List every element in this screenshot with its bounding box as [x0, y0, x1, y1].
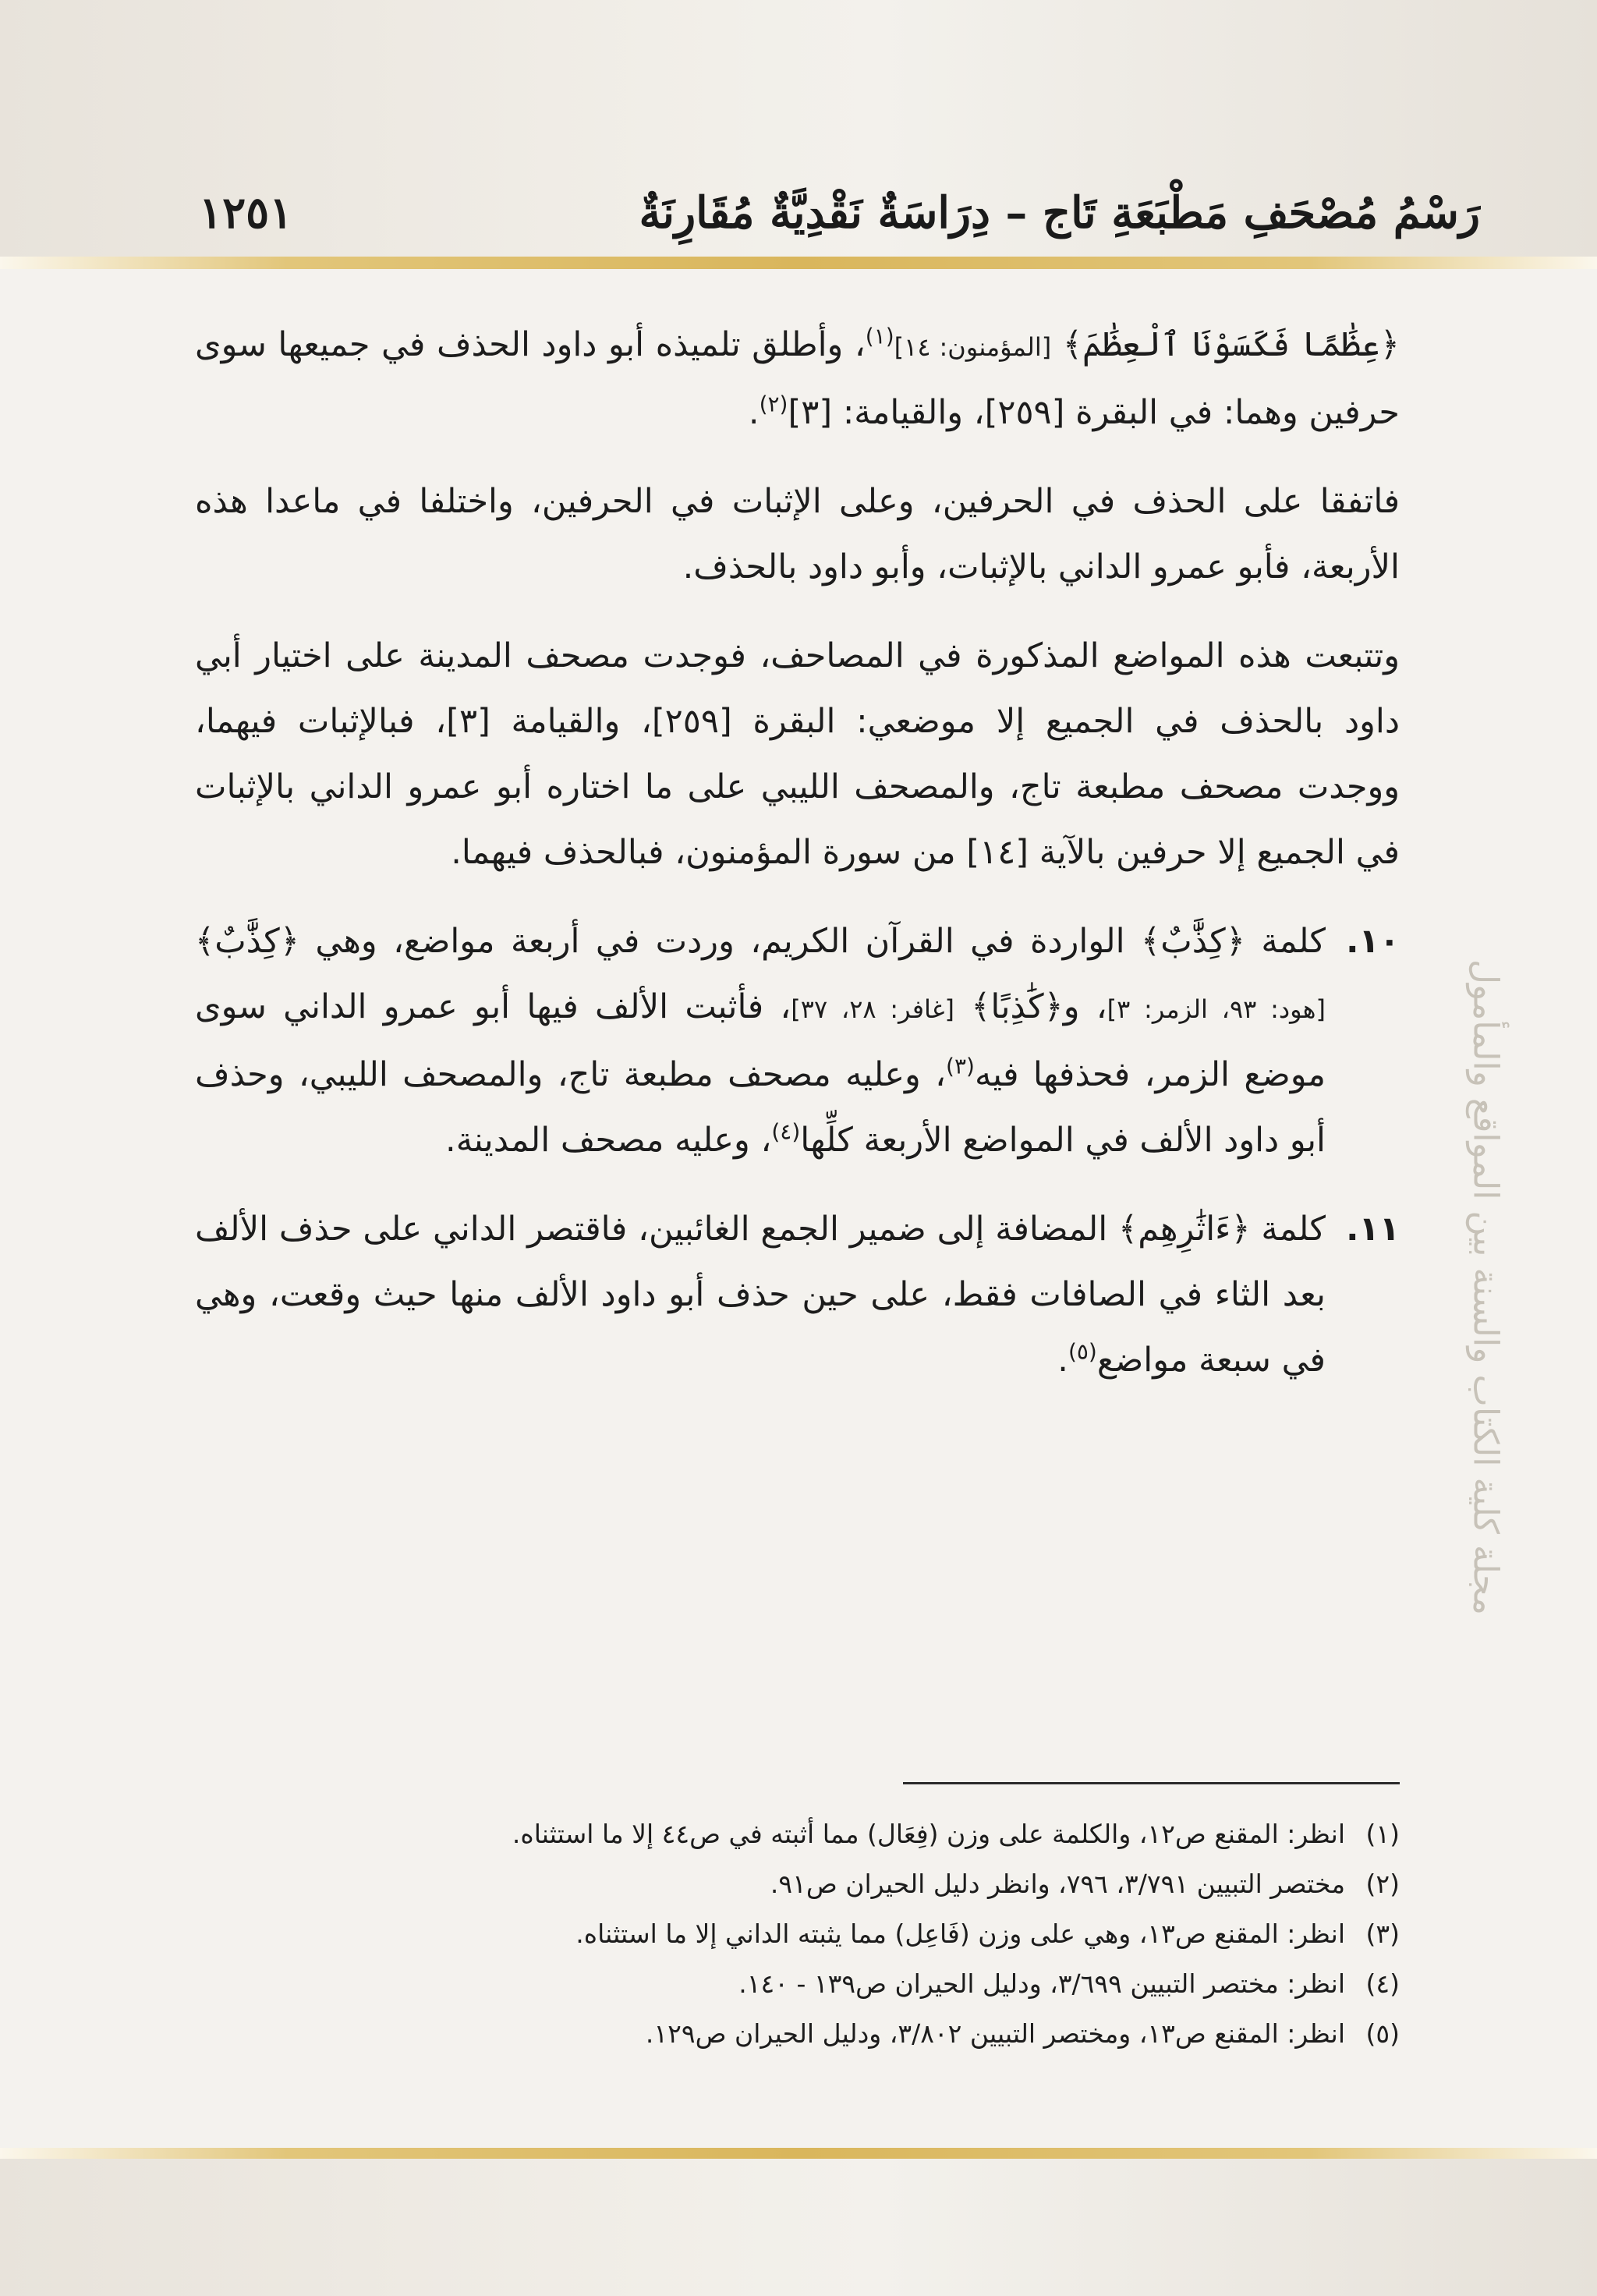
paragraph-text: ، وأطلق تلميذه أبو داود الحذف في جميعها سوى حرفين وهما: في البقرة [٢٥٩]، والقيامة: [٣] — [195, 325, 1400, 432]
text-run: المضافة إلى ضمير الجمع الغائبين، فاقتصر الداني على حذف الألف بعد الثاء في الصافات فقط، على حين حذف أبو داود الألف منها حيث وقعت، وهي في سبعة مواضع — [195, 1210, 1326, 1380]
side-banner — [1427, 850, 1544, 1724]
footnote-marker[interactable]: (١) — [865, 323, 894, 349]
text-run: ، وعليه مصحف مطبعة تاج، والمصحف الليبي، وحذف أبو داود الألف في المواضع الأربعة كلِّها — [195, 1055, 1326, 1160]
text-run: ، وعليه مصحف المدينة. — [445, 1121, 772, 1160]
list-text — [195, 909, 1326, 1173]
footnote-marker[interactable]: (٤) — [771, 1118, 801, 1145]
footnote-text: مختصر التبيين ٣/٧٩١، ٧٩٦، وانظر دليل الحيران ص٩١. — [770, 1869, 1345, 1899]
footnotes — [195, 1809, 1400, 2059]
quran-verse: ﴿عِظَٰمًا فَكَسَوْنَا ٱلْعِظَٰمَ﴾ — [1062, 325, 1400, 364]
running-title: رَسْمُ مُصْحَفِ مَطْبَعَةِ تَاج – دِرَاسَةٌ نَقْدِيَّةٌ مُقَارِنَةٌ — [639, 187, 1480, 239]
text-run: الواردة في القرآن الكريم، وردت في أربعة مواضع، وهي — [315, 922, 1125, 961]
text-run: ، و — [1063, 987, 1107, 1026]
footnote — [195, 1909, 1400, 1959]
verse-reference: [هود: ٩٣، الزمر: ٣] — [1107, 994, 1326, 1024]
footnote-text: انظر: المقنع ص١٣، وهي على وزن (فَاعِل) مما يثبته الداني إلا ما استثناه. — [575, 1919, 1345, 1949]
footnote-divider — [903, 1782, 1400, 1784]
list-number: ١١. — [1346, 1210, 1400, 1249]
list-item-10 — [195, 909, 1400, 1173]
text-run: . — [1057, 1341, 1068, 1380]
list-number: ١٠. — [1346, 922, 1400, 961]
footnote-number: (١) — [1365, 1819, 1400, 1849]
footnote — [195, 2009, 1400, 2059]
footnote-text: انظر: المقنع ص١٣، ومختصر التبيين ٣/٨٠٢، ودليل الحيران ص١٢٩. — [645, 2018, 1345, 2049]
list-item-11 — [195, 1196, 1400, 1393]
paragraph-1 — [195, 312, 1400, 445]
footnote-number: (٣) — [1365, 1919, 1400, 1949]
footnote-text: انظر: المقنع ص١٢، والكلمة على وزن (فِعَال) مما أثبته في ص٤٤ إلا ما استثناه. — [512, 1819, 1345, 1849]
footnote-marker[interactable]: (٣) — [946, 1053, 975, 1079]
footnote — [195, 1859, 1400, 1909]
footer-band — [0, 2148, 1597, 2296]
paragraph-3: وتتبعت هذه المواضع المذكورة في المصاحف، فوجدت مصحف المدينة على اختيار أبي داود بالحذف في الجميع إلا موضعي: البقرة [٢٥٩]، والقيامة [٣]، فبالإثبات فيهما، ووجدت مصحف مطبعة تاج، والمصحف الليبي على ما اختاره أبو عمرو الداني بالإثبات في الجميع إلا حرفين بالآية [١٤] من سورة المؤمنون، فبالحذف فيهما. — [195, 636, 1400, 872]
text-run: كلمة — [1261, 922, 1326, 961]
quran-word: ﴿كِذَّٰبٌ﴾ — [1141, 922, 1245, 961]
footnote — [195, 1809, 1400, 1859]
footnote — [195, 1959, 1400, 2009]
side-banner-text: مجلة كلية الكتاب والسنة بين المواقع والمأمول — [1465, 958, 1506, 1615]
list-text — [195, 1196, 1326, 1393]
verse-reference: [غافر: ٢٨، ٣٧] — [791, 994, 954, 1024]
footnote-marker[interactable]: (٥) — [1068, 1338, 1097, 1365]
verse-reference: [المؤمنون: ١٤] — [894, 332, 1052, 362]
quran-word: ﴿كِذَّٰبٌ﴾ — [195, 922, 299, 961]
quran-word: ﴿كَٰذِبًا﴾ — [971, 987, 1064, 1026]
text-run: كلمة — [1261, 1210, 1326, 1249]
footnote-marker[interactable]: (٢) — [759, 391, 788, 417]
footnote-number: (٢) — [1365, 1869, 1400, 1899]
quran-word: ﴿ءَاثَٰرِهِم﴾ — [1118, 1210, 1251, 1249]
footnote-number: (٤) — [1365, 1968, 1400, 1999]
main-text — [195, 312, 1400, 1416]
paragraph-2: فاتفقا على الحذف في الحرفين، وعلى الإثبات في الحرفين، واختلفا في ماعدا هذه الأربعة، فأبو عمرو الداني بالإثبات، وأبو داود بالحذف. — [195, 482, 1400, 586]
footnote-number: (٥) — [1365, 2018, 1400, 2049]
page-number: ١٢٥١ — [199, 187, 293, 239]
footnote-text: انظر: مختصر التبيين ٣/٦٩٩، ودليل الحيران ص١٣٩ - ١٤٠. — [738, 1968, 1345, 1999]
paragraph-text: . — [748, 393, 760, 432]
text-run: ، فأثبت الألف فيها أبو عمرو الداني سوى موضع الزمر، فحذفها فيه — [195, 987, 1326, 1094]
